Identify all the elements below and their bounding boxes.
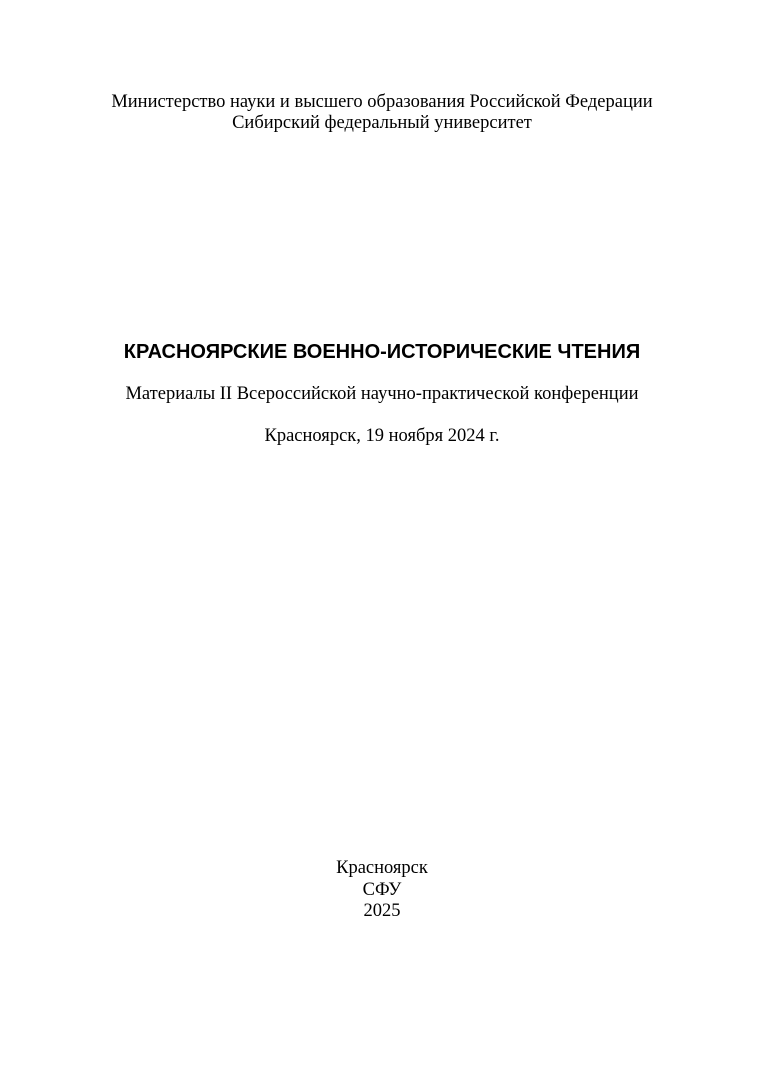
- page-title: КРАСНОЯРСКИЕ ВОЕННО-ИСТОРИЧЕСКИЕ ЧТЕНИЯ: [123, 341, 641, 363]
- ministry-name: Министерство науки и высшего образования Российской Федерации: [111, 92, 653, 112]
- university-name: Сибирский федеральный университет: [232, 113, 532, 133]
- subtitle: Материалы II Всероссийской научно-практической конференции: [125, 384, 639, 404]
- publisher: СФУ: [362, 880, 402, 900]
- publication-city: Красноярск: [336, 858, 428, 878]
- place-date: Красноярск, 19 ноября 2024 г.: [264, 426, 500, 446]
- publication-year: 2025: [363, 901, 401, 921]
